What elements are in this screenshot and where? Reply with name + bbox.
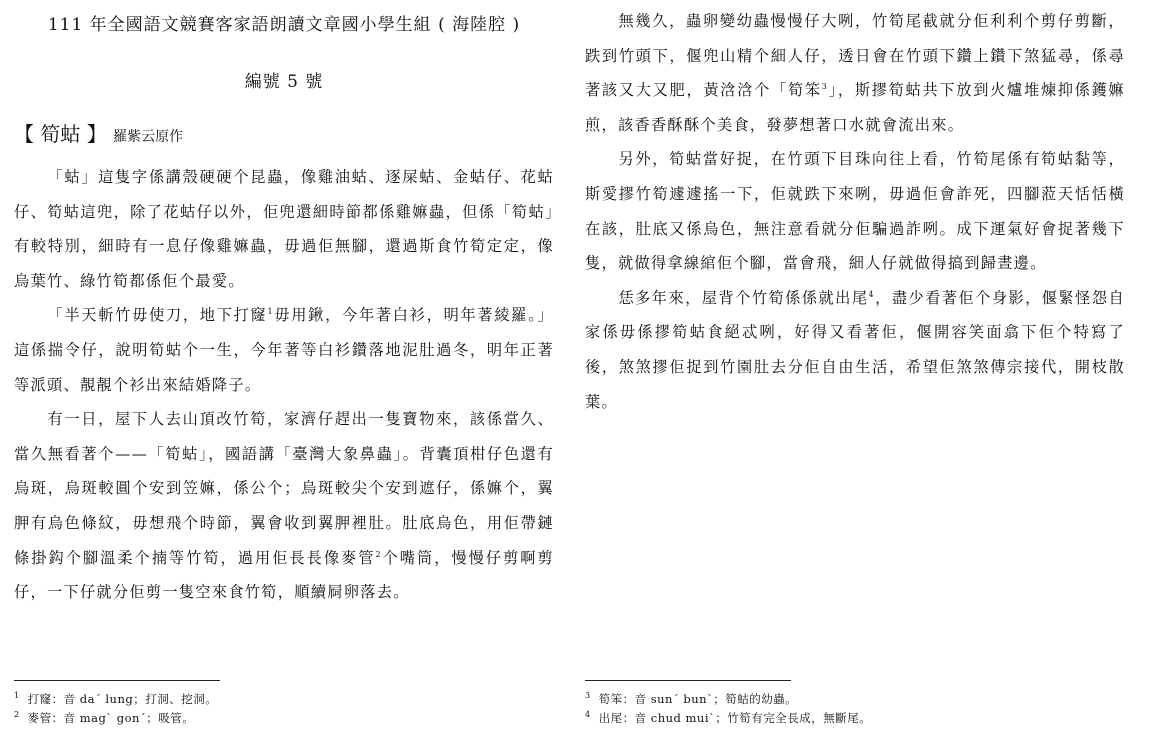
footnote-text: 出尾：音 chud mui`；竹筍有完全長成，無斷尾。: [598, 711, 872, 725]
footnote-ref-2[interactable]: 2: [375, 549, 382, 559]
entry-number: 編號 5 號: [244, 72, 324, 92]
left-footnotes: [14, 690, 217, 728]
paragraph-text: 有一日，屋下人去山頂改竹筍，家濟仔趕出一隻寶物來，該係當久、當久無看著个——「筍蛄」，國語講「臺灣大象鼻蟲」。背囊頂柑仔色還有烏斑，烏斑較圓个安到笠嫲，係公个；烏斑較尖个安到遮仔，係嫲个，翼胛有烏色條紋，毋想飛个時節，翼會收到翼胛裡肚。肚底烏色，用佢帶鏈條掛鈎个腳溫柔个揇等竹筍，過用佢長長像麥管: [14, 410, 554, 567]
footnote-text: 打窿：音 da´ lung；打洞、挖洞。: [27, 692, 218, 706]
paragraph-text: 恁多年來，屋背个竹筍係係就出尾: [618, 288, 869, 307]
paragraph-text: 無幾久，蟲卵變幼蟲慢慢仔大咧，竹筍尾截就分佢利利个剪仔剪斷，跌到竹頭下，偃兜山精个細人仔，透日會在竹頭下鑽上鑽下煞猛尋，係尋著該又大又肥，黃浛浛个「筍笨: [585, 12, 1125, 100]
footnote-ref-4[interactable]: 4: [868, 289, 875, 299]
footnote-number: 1: [14, 691, 20, 701]
left-body: [14, 160, 554, 610]
article-heading: [14, 118, 183, 147]
paragraph-text: ，盡少看著佢个身影，偃緊怪怨自家係毋係摎筍蛄食絕忒咧，好得又看著佢，偃開容笑面翕下佢个特寫了後，煞煞摎佢捉到竹園肚去分佢自由生活，希望佢煞煞傳宗接代，開枝散葉。: [585, 288, 1126, 411]
paragraph-text: 「蛄」這隻字係講殼硬硬个昆蟲，像雞油蛄、逐屎蛄、金蛄仔、花蛄仔、筍蛄這兜，除了花蛄仔以外，佢兜還細時節都係雞嫲蟲，但係「筍蛄」有較特別，細時有一息仔像雞嫲蟲，毋過佢無腳，還過斯食竹筍定定，像烏葉竹、綠竹筍都係佢个最愛。: [14, 168, 554, 290]
paragraph-text: 「半天斬竹毋使刀，地下打窿: [47, 306, 268, 325]
footnote-ref-3[interactable]: 3: [821, 82, 829, 92]
page-title: 111 年全國語文競賽客家語朗讀文章國小學生組 ( 海陸腔 ): [47, 15, 521, 35]
footnote-number: 3: [585, 691, 591, 701]
right-body: [585, 4, 1125, 419]
paragraph-text: 个嘴筒，慢慢仔剪啊剪仔，一下仔就分佢剪一隻空來食竹筍，順續屙卵落去。: [14, 548, 554, 602]
footnote-2: [14, 709, 217, 728]
paragraph-1: [14, 160, 554, 298]
heading-open-bracket: 【: [14, 122, 34, 146]
paragraph-text: 另外，筍蛄當好捉，在竹頭下目珠向往上看，竹筍尾係有筍蛄黏等，斯愛摎竹筍遽遽搖一下，佢就跌下來咧，毋過佢會詐死，四腳蒞天恬恬橫在該，肚底又係烏色，無注意看就分佢騙過詐咧。成下運氣好會捉著幾下隻，就做得拿線綰佢个腳，當會飛，細人仔就做得搞到歸晝邊。: [585, 150, 1125, 273]
footnote-number: 4: [585, 710, 591, 720]
footnote-divider: [14, 680, 220, 681]
paragraph-text: 」，斯摎筍蛄共下放到火爐堆煉抑係鑊嫲煎，該香香酥酥个美食，發夢想著口水就會流出來。: [585, 81, 1125, 134]
footnote-1: [14, 690, 217, 709]
heading-close-bracket: 】: [86, 122, 107, 146]
paragraph-5: [585, 142, 1125, 280]
footnote-ref-1[interactable]: 1: [267, 307, 274, 317]
footnote-text: 筍笨：音 sun´ bun`；筍蛄的幼蟲。: [598, 692, 798, 706]
footnote-divider: [585, 680, 791, 681]
article-title: 筍蛄: [40, 122, 81, 146]
right-footnotes: [585, 690, 871, 728]
footnote-3: [585, 690, 871, 709]
footnote-4: [585, 709, 871, 728]
footnote-text: 麥管：音 mag` gon´；吸管。: [27, 711, 195, 725]
paragraph-2: [14, 298, 554, 402]
paragraph-3: [14, 402, 554, 610]
author-credit: 羅紫云原作: [113, 129, 184, 145]
paragraph-text: 毋用鍬，今年著白衫，明年著綾羅。」這係揣令仔，說明筍蛄个一生，今年著等白衫鑽落地泥肚過冬，明年正著等派頭、靚靚个衫出來結婚降子。: [14, 306, 555, 394]
paragraph-4: [585, 4, 1125, 142]
footnote-number: 2: [14, 710, 20, 720]
paragraph-6: [585, 281, 1125, 419]
